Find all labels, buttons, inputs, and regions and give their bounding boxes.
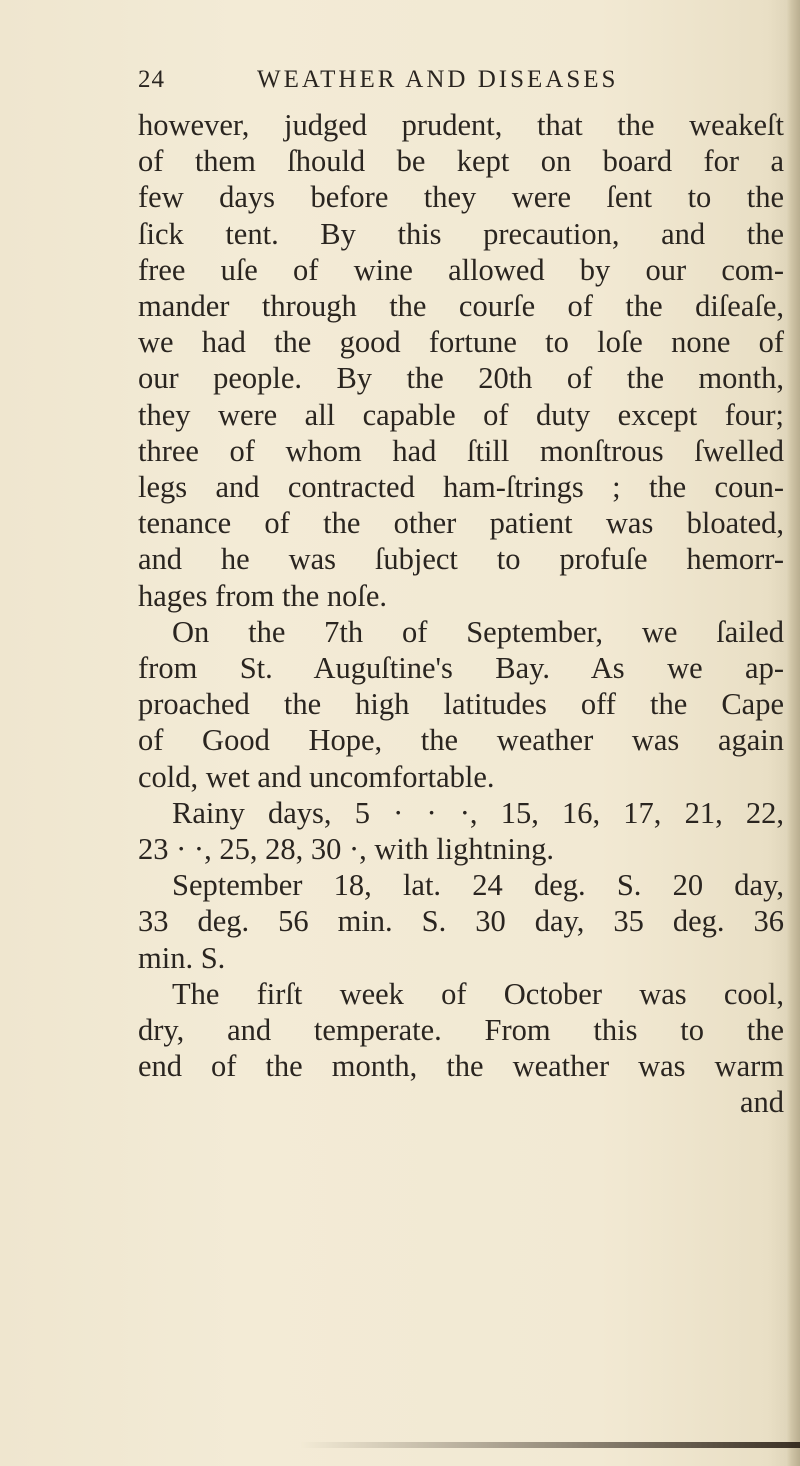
text-line: we had the good fortune to loſe none of [138,325,784,360]
text-line: our people. By the 20th of the month, [138,361,784,396]
text-line: On the 7th of September, we ſailed [172,614,784,649]
text-line: proached the high latitudes off the Cape [138,687,784,722]
text-line: however, judged prudent, that the weakeſt [138,108,784,142]
text-line: dry, and temperate. From this to the [138,1013,784,1048]
text-line: and he was ſubject to profuſe hemorr- [138,542,784,577]
text-line: of Good Hope, the weather was again [138,723,784,758]
text-line: from St. Auguſtine's Bay. As we ap- [138,651,784,686]
text-line: end of the month, the weather was warm [138,1049,784,1084]
text-line: September 18, lat. 24 deg. S. 20 day, [172,868,784,903]
running-head: WEATHER AND DISEASES [257,66,619,93]
body-text [138,107,784,1121]
text-line: few days before they were ſent to the [138,180,784,215]
page-number: 24 [138,66,165,93]
text-line: legs and contracted ham-ſtrings ; the coun- [138,470,784,505]
text-line: ſick tent. By this precaution, and the [138,216,784,251]
text-line: mander through the courſe of the diſeaſe, [138,289,784,324]
text-line: free uſe of wine allowed by our com- [138,252,784,287]
text-line: they were all capable of duty except four; [138,397,784,432]
text-line: 23 · ·, 25, 28, 30 ·, with lightning. [138,832,554,867]
text-line: 33 deg. 56 min. S. 30 day, 35 deg. 36 [138,904,784,939]
catchword: and [739,1085,784,1120]
page-edge [786,0,800,1466]
text-line: Rainy days, 5 · · ·, 15, 16, 17, 21, 22, [172,795,784,830]
page-bottom-shadow [300,1442,800,1448]
page-header [138,66,658,106]
text-line: three of whom had ſtill monſtrous ſwelled [138,433,784,468]
text-line: min. S. [138,940,226,975]
text-line: tenance of the other patient was bloated, [138,506,784,541]
text-line: of them ſhould be kept on board for a [138,144,784,179]
text-line: The firſt week of October was cool, [172,976,784,1011]
text-line: cold, wet and uncomfortable. [138,759,495,794]
text-line: hages from the noſe. [138,578,388,613]
